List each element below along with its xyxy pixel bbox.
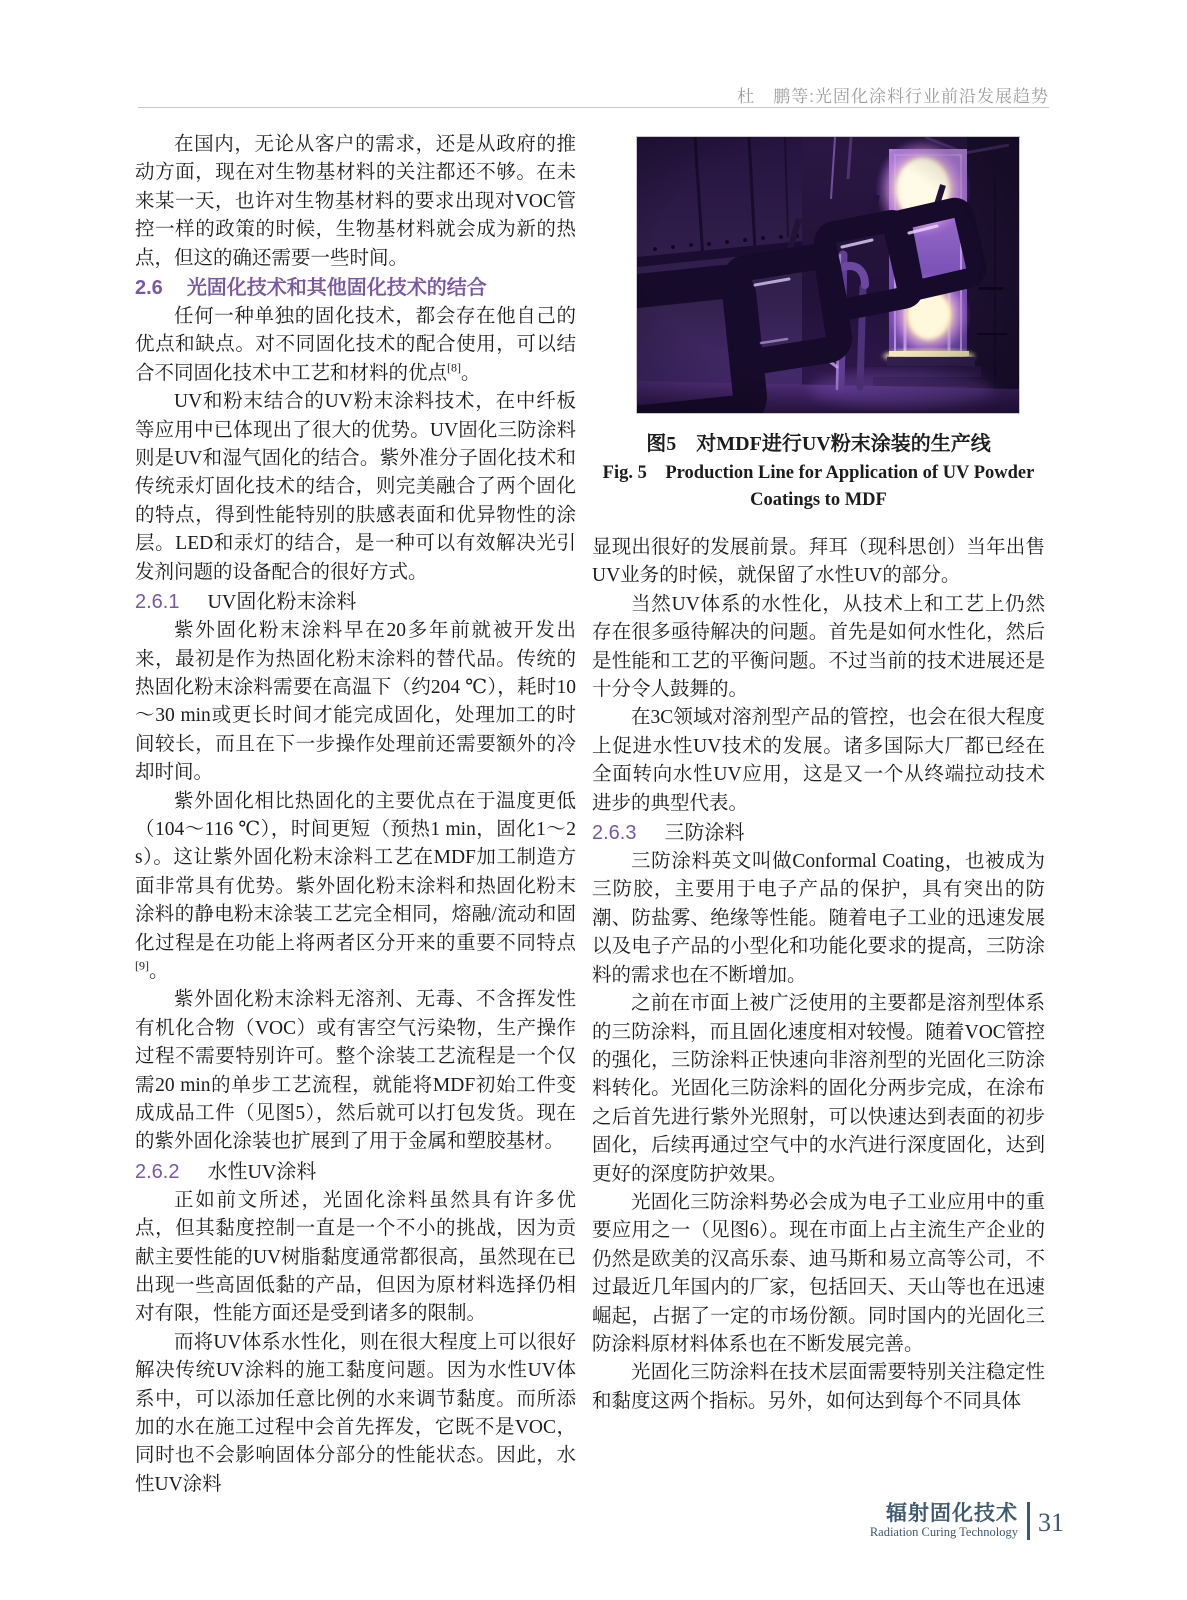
paragraph: 显现出很好的发展前景。拜耳（现科思创）当年出售UV业务的时候，就保留了水性UV的部分。 <box>592 537 1045 587</box>
paragraph: 三防涂料英文叫做Conformal Coating，也被成为三防胶，主要用于电子产品的保护，具有突出的防潮、防盐雾、绝缘等性能。随着电子工业的迅速发展以及电子产品的小型化和功能化要求的提高，三防涂料的需求也在不断增加。 <box>592 851 1045 986</box>
caption-line: Fig. 5 Production Line for Application of UV Powder <box>602 463 1035 483</box>
journal-name-en: Radiation Curing Technology <box>869 1525 1018 1539</box>
section-number: 2.6.2 <box>135 1160 180 1183</box>
page-footer <box>860 1502 1064 1540</box>
paragraph: 紫外固化粉末涂料无溶剂、无毒、不含挥发性有机化合物（VOC）或有害空气污染物，生产操作过程不需要特别许可。整个涂装工艺流程是一个仅需20 min的单步工艺流程，就能将MDF初始工件变成成品工件（见图5），然后就可以打包发货。现在的紫外固化涂装也扩展到了用于金属和塑胶基材。 <box>135 989 576 1153</box>
paragraph-text: 。 <box>149 960 169 982</box>
citation-ref-8: [8] <box>447 360 462 375</box>
section-heading-2-6-3 <box>592 818 1045 848</box>
caption-line: Coatings to MDF <box>750 490 887 510</box>
section-number: 2.6.1 <box>135 591 180 614</box>
section-title: UV固化粉末涂料 <box>207 591 357 614</box>
figure-5 <box>592 136 1045 514</box>
section-heading-2-6-1 <box>135 587 576 617</box>
section-title: 光固化技术和其他固化技术的结合 <box>186 277 487 300</box>
paragraph: UV和粉末结合的UV粉末涂料技术，在中纤板等应用中已体现出了很大的优势。UV固化三防涂料则是UV和湿气固化的结合。紫外准分子固化技术和传统汞灯固化技术的结合，则完美融合了两个固化的特点，得到性能特别的肤感表面和优异物性的涂层。LED和汞灯的结合，是一种可以有效解决光引发剂问题的设备配合的很好方式。 <box>135 391 576 583</box>
paragraph-text: 任何一种单独的固化技术，都会存在他自己的优点和缺点。对不同固化技术的配合使用，可以结合不同固化技术中工艺和材料的优点 <box>135 306 576 384</box>
left-column <box>135 131 576 1499</box>
paragraph <box>135 788 576 987</box>
citation-ref-9: [9] <box>135 958 149 973</box>
figure5-caption-zh: 图5 对MDF进行UV粉末涂装的生产线 <box>646 433 991 455</box>
header-divider <box>138 107 1049 108</box>
section-title: 三防涂料 <box>664 822 745 845</box>
paragraph: 光固化三防涂料势必会成为电子工业应用中的重要应用之一（见图6）。现在市面上占主流生产企业的仍然是欧美的汉高乐泰、迪马斯和易立高等公司，不过最近几年国内的厂家，包括回天、天山等也在迅速崛起，占据了一定的市场份额。同时国内的光固化三防涂料原材料体系也在不断发展完善。 <box>592 1191 1045 1355</box>
page-number: 31 <box>1038 1508 1064 1537</box>
paragraph: 之前在市面上被广泛使用的主要都是溶剂型体系的三防涂料，而且固化速度相对较慢。随着VOC管控的强化，三防涂料正快速向非溶剂型的光固化三防涂料转化。光固化三防涂料的固化分两步完成，在涂布之后首先进行紫外光照射，可以快速达到表面的初步固化，后续再通过空气中的水汽进行深度固化，达到更好的深度防护效果。 <box>592 993 1045 1185</box>
paragraph <box>135 303 576 388</box>
paragraph: 紫外固化粉末涂料早在20多年前就被开发出来，最初是作为热固化粉末涂料的替代品。传统的热固化粉末涂料需要在高温下（约204 ℃），耗时10～30 min或更长时间才能完成固化，处理加工的时间较长，而且在下一步操作处理前还需要额外的冷却时间。 <box>135 620 576 784</box>
paragraph: 而将UV体系水性化，则在很大程度上可以很好解决传统UV涂料的施工黏度问题。因为水性UV体系中，可以添加任意比例的水来调节黏度。而所添加的水在施工过程中会首先挥发，它既不是VOC，同时也不会影响固体分部分的性能状态。因此，水性UV涂料 <box>135 1331 576 1495</box>
journal-name <box>860 1502 1018 1539</box>
paragraph: 在3C领域对溶剂型产品的管控，也会在很大程度上促进水性UV技术的发展。诸多国际大厂都已经在全面转向水性UV应用，这是又一个从终端拉动技术进步的典型代表。 <box>592 707 1045 814</box>
paragraph-text: 。 <box>461 362 481 384</box>
section-number: 2.6 <box>135 277 163 300</box>
section-title: 水性UV涂料 <box>207 1160 317 1183</box>
uv-production-line-illustration <box>637 137 1019 413</box>
journal-name-zh: 辐射固化技术 <box>886 1502 1018 1525</box>
paragraph: 光固化三防涂料在技术层面需要特别关注稳定性和黏度这两个指标。另外，如何达到每个不同具体 <box>592 1362 1045 1412</box>
figure5-caption-en <box>592 460 1045 514</box>
running-head: 杜 鹏等:光固化涂料行业前沿发展趋势 <box>737 87 1049 106</box>
section-heading-2-6 <box>135 273 576 303</box>
figure5-photo <box>636 136 1020 414</box>
paragraph: 在国内，无论从客户的需求，还是从政府的推动方面，现在对生物基材料的关注都还不够。在未来某一天，也许对生物基材料的要求出现对VOC管控一样的政策的时候，生物基材料就会成为新的热点，但这的确还需要一些时间。 <box>135 134 576 269</box>
paragraph: 当然UV体系的水性化，从技术上和工艺上仍然存在很多亟待解决的问题。首先是如何水性化，然后是性能和工艺的平衡问题。不过当前的技术进展还是十分令人鼓舞的。 <box>592 593 1045 701</box>
section-number: 2.6.3 <box>592 822 637 845</box>
paragraph: 正如前文所述，光固化涂料虽然具有许多优点，但其黏度控制一直是一个不小的挑战，因为贡献主要性能的UV树脂黏度通常都很高，虽然现在已出现一些高固低黏的产品，但因为原材料选择仍相对有限，性能方面还是受到诸多的限制。 <box>135 1189 576 1325</box>
paragraph-text: 紫外固化相比热固化的主要优点在于温度更低（104～116 ℃），时间更短（预热1 min，固化1～2 s）。这让紫外固化粉末涂料工艺在MDF加工制造方面非常具有优势。紫外固化粉末涂料和热固化粉末涂料的静电粉末涂装工艺完全相同，熔融/流动和固化过程是在功能上将两者区分开来的重要不同特点 <box>135 790 576 954</box>
footer-divider-bar <box>1027 1502 1030 1540</box>
section-heading-2-6-2 <box>135 1157 576 1187</box>
right-column <box>592 131 1045 1416</box>
